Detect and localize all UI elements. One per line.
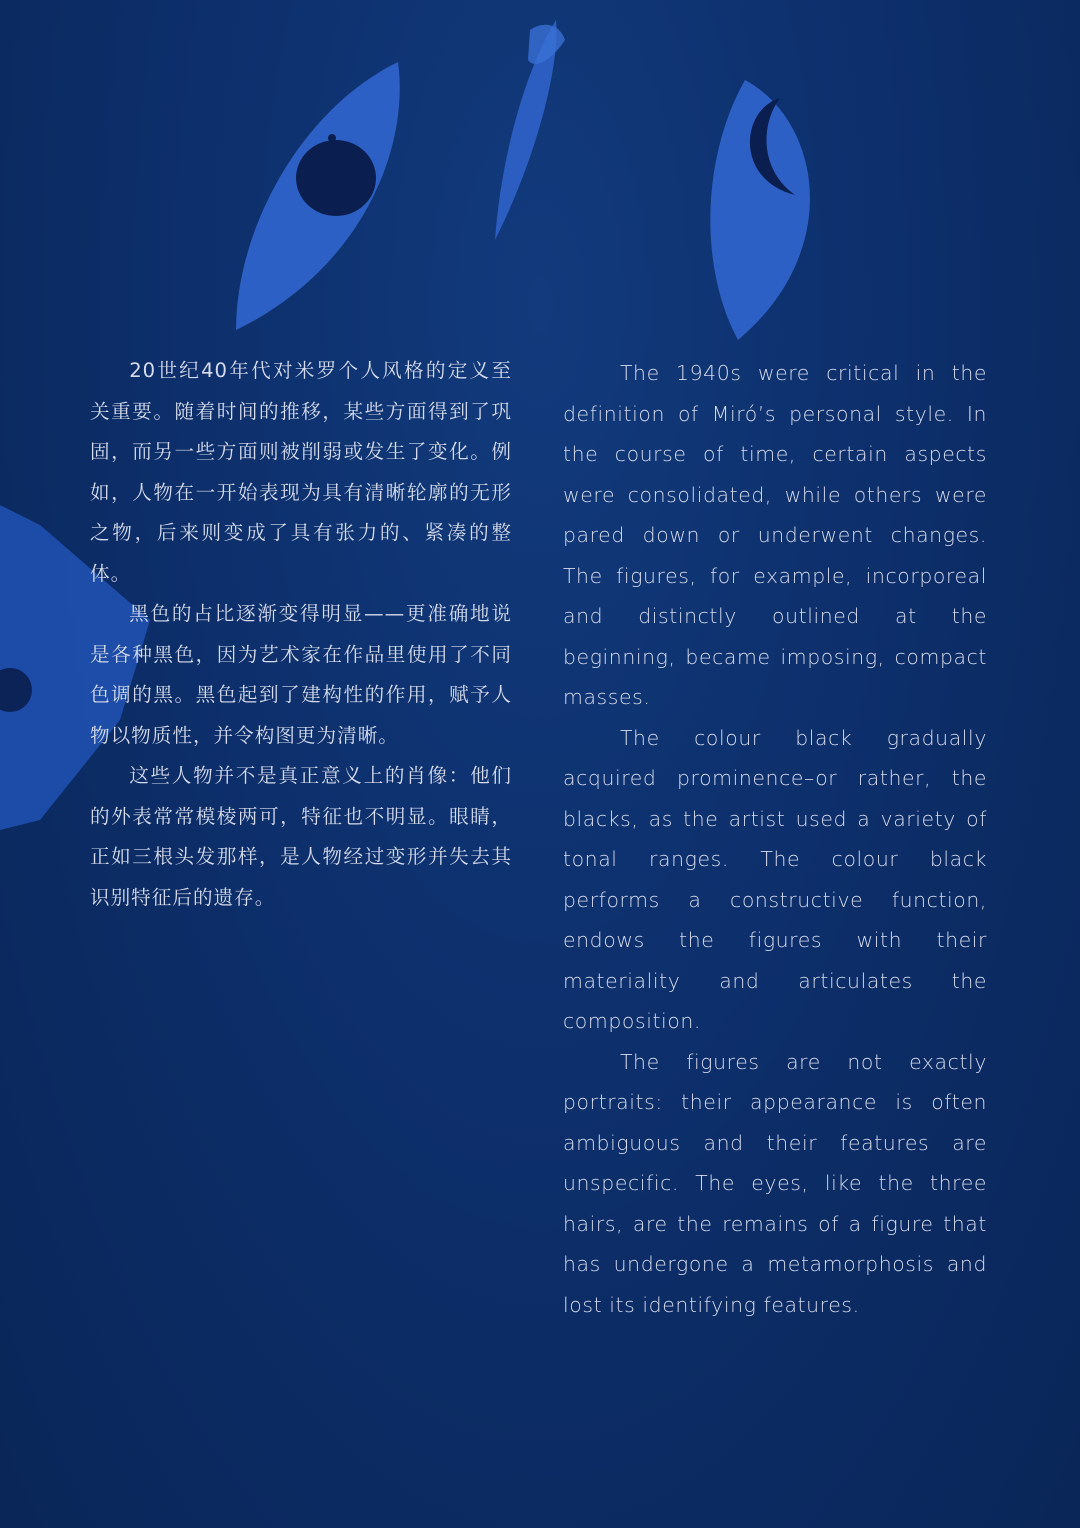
chinese-text-column: [90, 351, 512, 918]
zh-paragraph: 黑色的占比逐渐变得明显——更准确地说是各种黑色，因为艺术家在作品里使用了不同色调的黑。黑色起到了建构性的作用，赋予人物以物质性，并令构图更为清晰。: [90, 602, 512, 747]
eye-pupil: [296, 140, 376, 216]
zh-paragraph: 这些人物并不是真正意义上的肖像：他们的外表常常模棱两可，特征也不明显。眼睛，正如三根头发那样，是人物经过变形并失去其识别特征后的遗存。: [90, 764, 512, 909]
en-paragraph: The figures are not exactly portraits: their appearance is often ambiguous and their features are unspecific. The eyes, like the three hairs, are the remains of a figure that has undergone a metamorphosis and lost its identifying features.: [563, 1049, 987, 1317]
zh-paragraph: 20世纪40年代对米罗个人风格的定义至关重要。随着时间的推移，某些方面得到了巩固，而另一些方面则被削弱或发生了变化。例如，人物在一开始表现为具有清晰轮廓的无形之物，后来则变成了具有张力的、紧凑的整体。: [90, 359, 512, 585]
en-paragraph: The colour black gradually acquired prominence–or rather, the blacks, as the artist used a variety of tonal ranges. The colour black performs a constructive function, endows the figures with their materiality and articulates the composition.: [563, 725, 987, 1033]
english-text-column: [563, 353, 987, 1325]
en-paragraph: The 1940s were critical in the definition of Miró’s personal style. In the course of time, certain aspects were consolidated, while others were pared down or underwent changes. The figures, for example, incorporeal and distinctly outlined at the beginning, became imposing, compact masses.: [563, 361, 987, 709]
